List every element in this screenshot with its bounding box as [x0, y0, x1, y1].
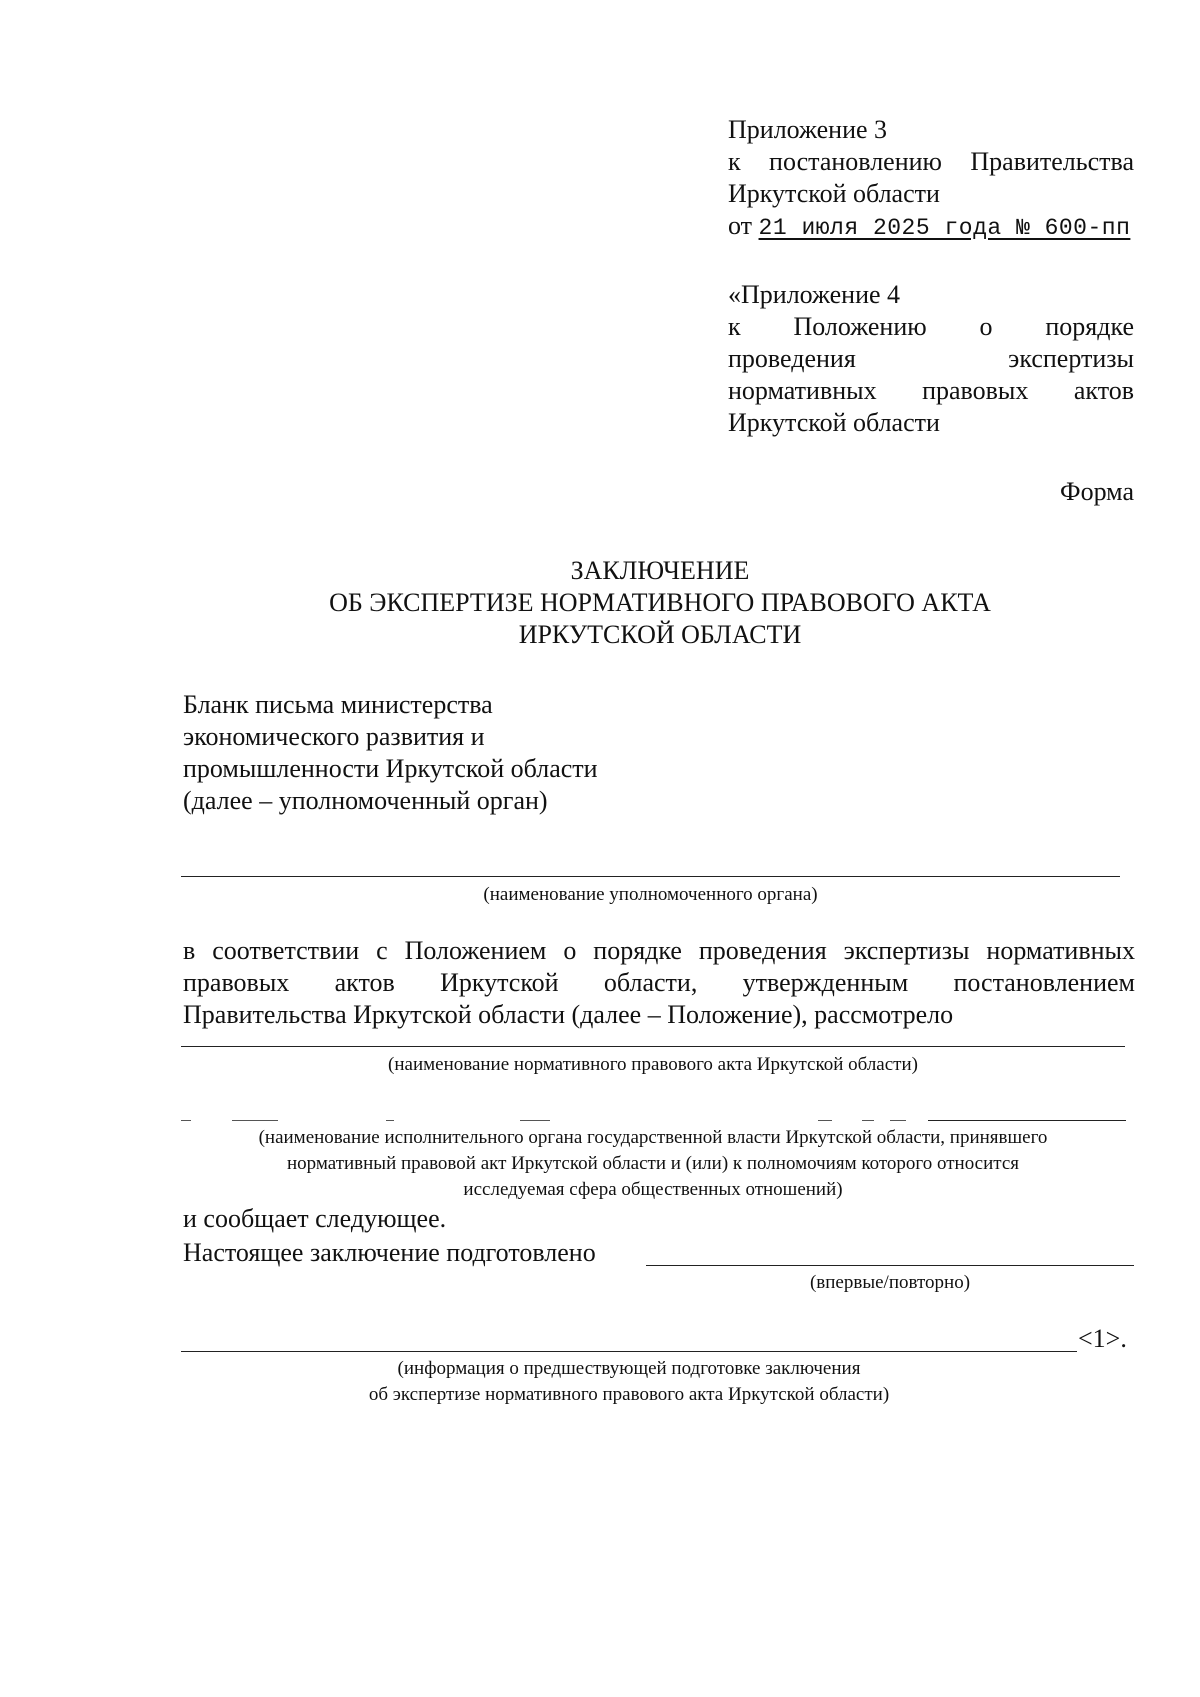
executive-caption [181, 1125, 1125, 1203]
reports-following: и сообщает следующее. [183, 1204, 447, 1233]
body-paragraph [183, 935, 1135, 1031]
previous-info-caption [181, 1356, 1077, 1408]
body-line-2: правовых актов Иркутской области, утвержденным постановлением [183, 968, 1135, 997]
appendix-4-block [728, 279, 1134, 439]
previous-info-blank [181, 1351, 1077, 1352]
executive-blank-fragment [862, 1120, 874, 1121]
first-repeat-caption: (впервые/повторно) [809, 1272, 971, 1293]
prepared-label: Настоящее заключение подготовлено [183, 1238, 596, 1267]
form-label: Форма [1060, 477, 1134, 506]
appendix-3-block [728, 114, 1134, 244]
letterhead-line-3: промышленности Иркутской области [183, 754, 598, 783]
executive-blank-fragment [818, 1120, 832, 1121]
letterhead-line-1: Бланк письма министерства [183, 690, 493, 719]
authority-caption: (наименование уполномоченного органа) [483, 884, 818, 905]
appendix-3-title: Приложение 3 [728, 115, 888, 144]
executive-blank-fragment [181, 1120, 191, 1121]
document-title [180, 555, 1140, 651]
act-caption: (наименование нормативного правового акта Иркутской области) [388, 1054, 918, 1075]
letterhead-line-4: (далее – уполномоченный орган) [183, 786, 548, 815]
executive-caption-line-1: (наименование исполнительного органа государственной власти Иркутской области, принявшего [258, 1127, 1048, 1148]
appendix-3-decree: к постановлению Правительства [728, 147, 1134, 176]
executive-caption-line-2: нормативный правовой акт Иркутской области и (или) к полномочиям которого относится [286, 1153, 1019, 1174]
footnote-reference: <1>. [1078, 1324, 1127, 1353]
appendix-4-title: «Приложение 4 [728, 280, 901, 309]
decree-date-number: 21 июля 2025 года № 600-пп [758, 215, 1131, 241]
appendix-4-line4: нормативных правовых актов [728, 376, 1134, 405]
title-line-1: ЗАКЛЮЧЕНИЕ [570, 556, 750, 585]
executive-blank-solid [928, 1120, 1126, 1121]
authority-name-blank [181, 876, 1120, 877]
act-name-blank [181, 1046, 1125, 1047]
prepared-status-blank [646, 1265, 1134, 1266]
title-line-2: ОБ ЭКСПЕРТИЗЕ НОРМАТИВНОГО ПРАВОВОГО АКТА [329, 588, 991, 617]
letterhead-block [183, 689, 783, 817]
appendix-3-region: Иркутской области [728, 179, 940, 208]
appendix-3-date-line [728, 210, 1134, 244]
letterhead-line-2: экономического развития и [183, 722, 485, 751]
appendix-4-line2: к Положению о порядке [728, 312, 1134, 341]
executive-caption-line-3: исследуемая сфера общественных отношений) [463, 1179, 843, 1200]
executive-blank-fragment [232, 1120, 278, 1121]
executive-blank-fragment [386, 1120, 394, 1121]
body-line-1: в соответствии с Положением о порядке проведения экспертизы нормативных [183, 936, 1135, 965]
title-line-3: ИРКУТСКОЙ ОБЛАСТИ [518, 620, 802, 649]
body-line-3: Правительства Иркутской области (далее – Положение), рассмотрело [183, 1000, 954, 1029]
previous-caption-line-1: (информация о предшествующей подготовке заключения [397, 1358, 861, 1379]
previous-caption-line-2: об экспертизе нормативного правового акта Иркутской области) [368, 1384, 890, 1405]
executive-blank-fragment [890, 1120, 906, 1121]
appendix-4-line5: Иркутской области [728, 408, 940, 437]
executive-blank-fragment [520, 1120, 550, 1121]
date-prefix: от [728, 211, 753, 240]
appendix-4-line3: проведения экспертизы [728, 344, 1134, 373]
